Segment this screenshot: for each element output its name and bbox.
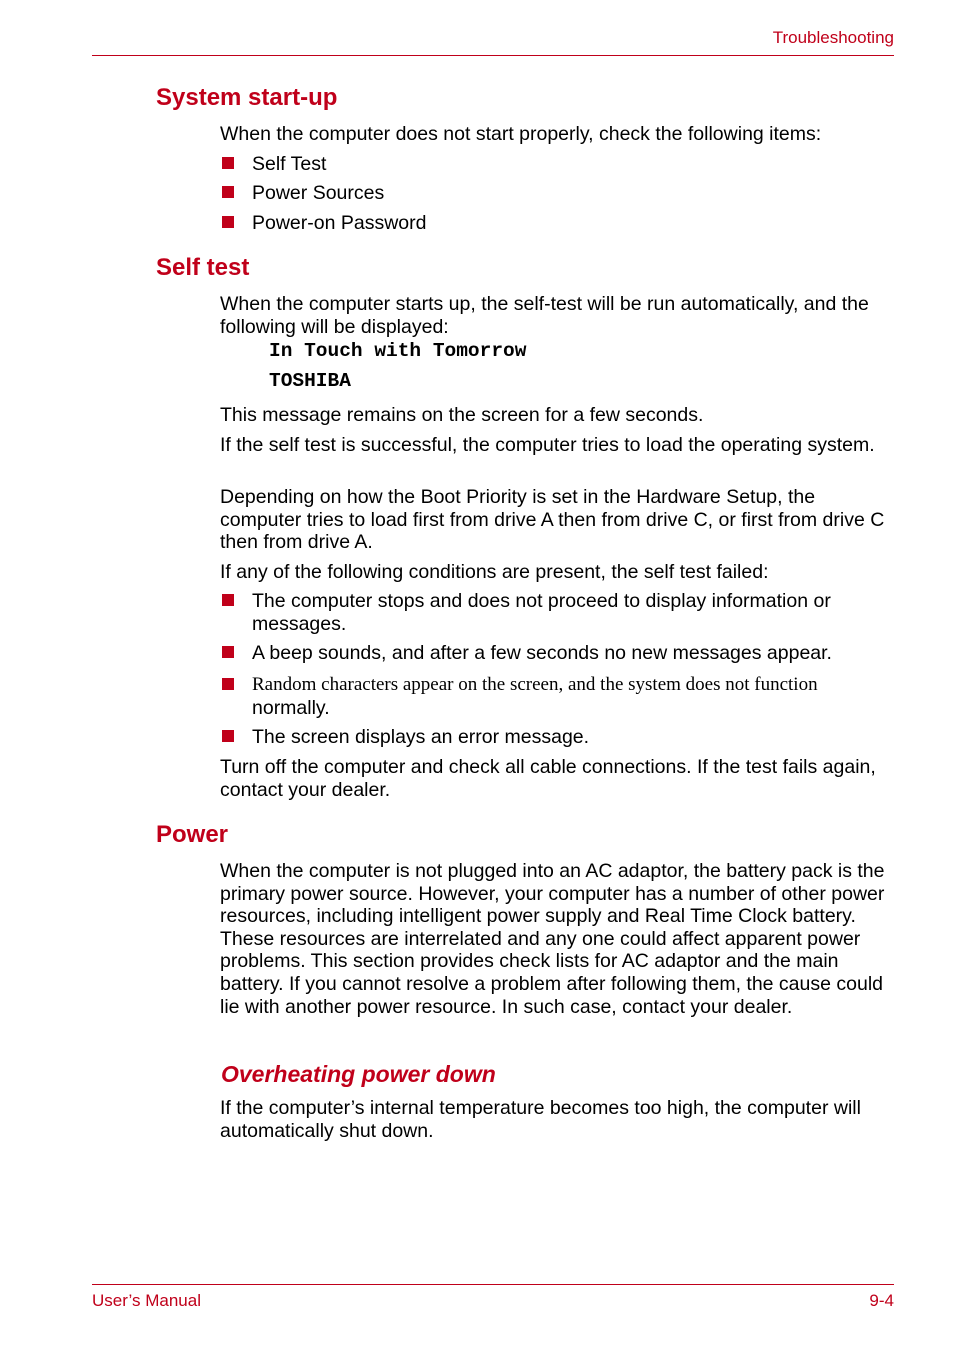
header-rule <box>92 55 894 56</box>
selftest-paragraph-3: Depending on how the Boot Priority is set in the Hardware Setup, the computer tries to load first from drive A then from drive C, or first from drive C then from drive A. <box>220 486 885 554</box>
heading-power: Power <box>156 821 229 848</box>
list-item: The computer stops and does not proceed to display information or messages. <box>220 590 900 635</box>
bullet-square-icon <box>222 594 234 606</box>
heading-self-test: Self test <box>156 254 250 281</box>
footer-manual-title: User’s Manual <box>92 1291 201 1310</box>
heading-system-startup: System start-up <box>156 84 338 111</box>
selftest-intro: When the computer starts up, the self-test will be run automatically, and the following will be displayed: <box>220 293 869 338</box>
footer-rule <box>92 1284 894 1285</box>
bullet-square-icon <box>222 157 234 169</box>
list-item: Power Sources <box>220 182 900 205</box>
bullet-square-icon <box>222 216 234 228</box>
list-item: The screen displays an error message. <box>220 726 900 749</box>
boot-message-line-1: In Touch with Tomorrow <box>269 340 527 362</box>
list-item: Random characters appear on the screen, and the system does not function normally. <box>220 674 900 719</box>
power-paragraph-1: When the computer is not plugged into an AC adaptor, the battery pack is the primary power source. However, your computer has a number of other power resources, including intelligent power supply and Real Time Clock battery. These resources are interrelated and any one could affect apparent power problems. This section provides check lists for AC adaptor and the main battery. If you cannot resolve a problem after following them, the cause could lie with another power resource. In such case, contact your dealer. <box>220 860 885 1018</box>
boot-message-line-2: TOSHIBA <box>269 370 351 392</box>
page-header-section: Troubleshooting <box>772 28 894 47</box>
page-number: 9-4 <box>869 1291 894 1310</box>
bullet-square-icon <box>222 646 234 658</box>
list-item: Power-on Password <box>220 212 900 235</box>
selftest-paragraph-1: This message remains on the screen for a few seconds. <box>220 404 704 426</box>
selftest-paragraph-2: If the self test is successful, the computer tries to load the operating system. <box>220 434 875 456</box>
startup-intro: When the computer does not start properly, check the following items: <box>220 123 822 145</box>
list-item: Self Test <box>220 153 900 176</box>
bullet-square-icon <box>222 678 234 690</box>
bullet-square-icon <box>222 730 234 742</box>
power-paragraph-2: If the computer’s internal temperature becomes too high, the computer will automatically shut down. <box>220 1097 861 1142</box>
heading-overheating-power-down: Overheating power down <box>221 1061 496 1087</box>
selftest-paragraph-4: If any of the following conditions are present, the self test failed: <box>220 561 769 583</box>
selftest-paragraph-5: Turn off the computer and check all cable connections. If the test fails again, contact your dealer. <box>220 756 876 801</box>
list-item: A beep sounds, and after a few seconds no new messages appear. <box>220 642 900 665</box>
bullet-square-icon <box>222 186 234 198</box>
